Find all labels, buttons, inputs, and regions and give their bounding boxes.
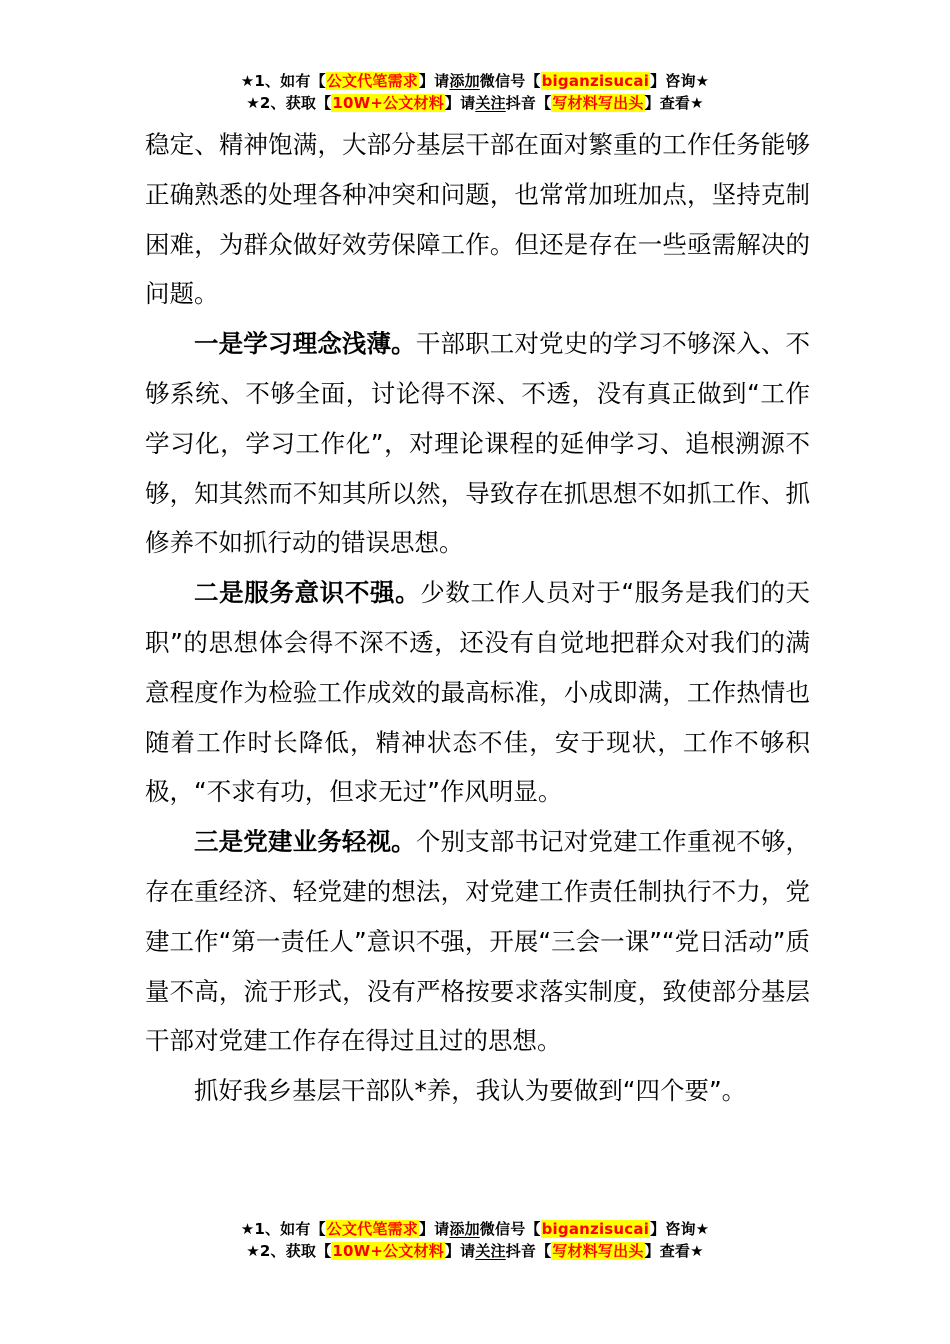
banner-text: 】请 bbox=[418, 72, 450, 90]
banner-text: ★1、如有【 bbox=[240, 72, 326, 90]
banner-line-2 bbox=[0, 92, 950, 114]
highlight-service: 公文代笔需求 bbox=[326, 1220, 418, 1238]
banner-line-2 bbox=[0, 1240, 950, 1262]
point-1-text: 干部职工对党史的学习不够深入、不够系统、不够全面，讨论得不深、不透，没有真正做到“工作学习化，学习工作化”，对理论课程的延伸学习、追根溯源不够，知其然而不知其所以然，导致存在抓思想不如抓工作、抓修养不如抓行动的错误思想。 bbox=[145, 329, 810, 558]
highlight-wechat-id: biganzisucai bbox=[541, 1220, 650, 1238]
banner-text: 】请 bbox=[418, 1220, 450, 1238]
banner-text: 】请 bbox=[444, 94, 476, 112]
point-2-heading: 二是服务意识不强。 bbox=[194, 578, 421, 608]
paragraph-point-1 bbox=[145, 319, 810, 568]
banner-text: ★2、获取【 bbox=[246, 1242, 332, 1260]
highlight-materials: 10W+公文材料 bbox=[332, 1242, 444, 1260]
banner-text: ★1、如有【 bbox=[240, 1220, 326, 1238]
banner-text: 抖音【 bbox=[505, 1242, 552, 1260]
paragraph-point-3 bbox=[145, 817, 810, 1066]
paragraph-point-2 bbox=[145, 568, 810, 817]
paragraph-continuation: 稳定、精神饱满，大部分基层干部在面对繁重的工作任务能够正确熟悉的处理各种冲突和问题，也常常加班加点，坚持克制困难，为群众做好效劳保障工作。但还是存在一些亟需解决的问题。 bbox=[145, 130, 810, 309]
banner-text: ★2、获取【 bbox=[246, 94, 332, 112]
banner-text: 抖音【 bbox=[505, 94, 552, 112]
highlight-service: 公文代笔需求 bbox=[326, 72, 418, 90]
banner-line-1 bbox=[0, 1218, 950, 1240]
banner-text: 微信号【 bbox=[479, 1220, 541, 1238]
document-body bbox=[145, 120, 810, 1116]
banner-underline-text: 关注 bbox=[475, 94, 506, 112]
highlight-douyin-account: 写材料写出头 bbox=[552, 94, 644, 112]
banner-text: 】咨询★ bbox=[650, 72, 710, 90]
banner-underline-text: 添加 bbox=[449, 1220, 480, 1238]
banner-text: 】请 bbox=[444, 1242, 476, 1260]
highlight-wechat-id: biganzisucai bbox=[541, 72, 650, 90]
banner-text: 】查看★ bbox=[644, 94, 704, 112]
highlight-douyin-account: 写材料写出头 bbox=[552, 1242, 644, 1260]
footer-banner bbox=[0, 1218, 950, 1262]
paragraph-closing: 抓好我乡基层干部队*养，我认为要做到“四个要”。 bbox=[194, 1076, 747, 1106]
banner-underline-text: 添加 bbox=[449, 72, 480, 90]
highlight-materials: 10W+公文材料 bbox=[332, 94, 444, 112]
banner-text: 微信号【 bbox=[479, 72, 541, 90]
point-1-heading: 一是学习理念浅薄。 bbox=[194, 329, 416, 359]
banner-text: 】查看★ bbox=[644, 1242, 704, 1260]
point-2-text: 少数工作人员对于“服务是我们的天职”的思想体会得不深不透，还没有自觉地把群众对我们的满意程度作为检验工作成效的最高标准，小成即满，工作热情也随着工作时长降低，精神状态不佳，安于现状，工作不够积极，“不求有功，但求无过”作风明显。 bbox=[145, 578, 811, 807]
header-banner bbox=[0, 70, 950, 114]
banner-text: 】咨询★ bbox=[650, 1220, 710, 1238]
point-3-text: 个别支部书记对党建工作重视不够，存在重经济、轻党建的想法，对党建工作责任制执行不力，党建工作“第一责任人”意识不强，开展“三会一课”“党日活动”质量不高，流于形式，没有严格按要求落实制度，致使部分基层干部对党建工作存在得过且过的思想。 bbox=[145, 827, 810, 1056]
banner-underline-text: 关注 bbox=[475, 1242, 506, 1260]
banner-line-1 bbox=[0, 70, 950, 92]
point-3-heading: 三是党建业务轻视。 bbox=[194, 827, 416, 857]
